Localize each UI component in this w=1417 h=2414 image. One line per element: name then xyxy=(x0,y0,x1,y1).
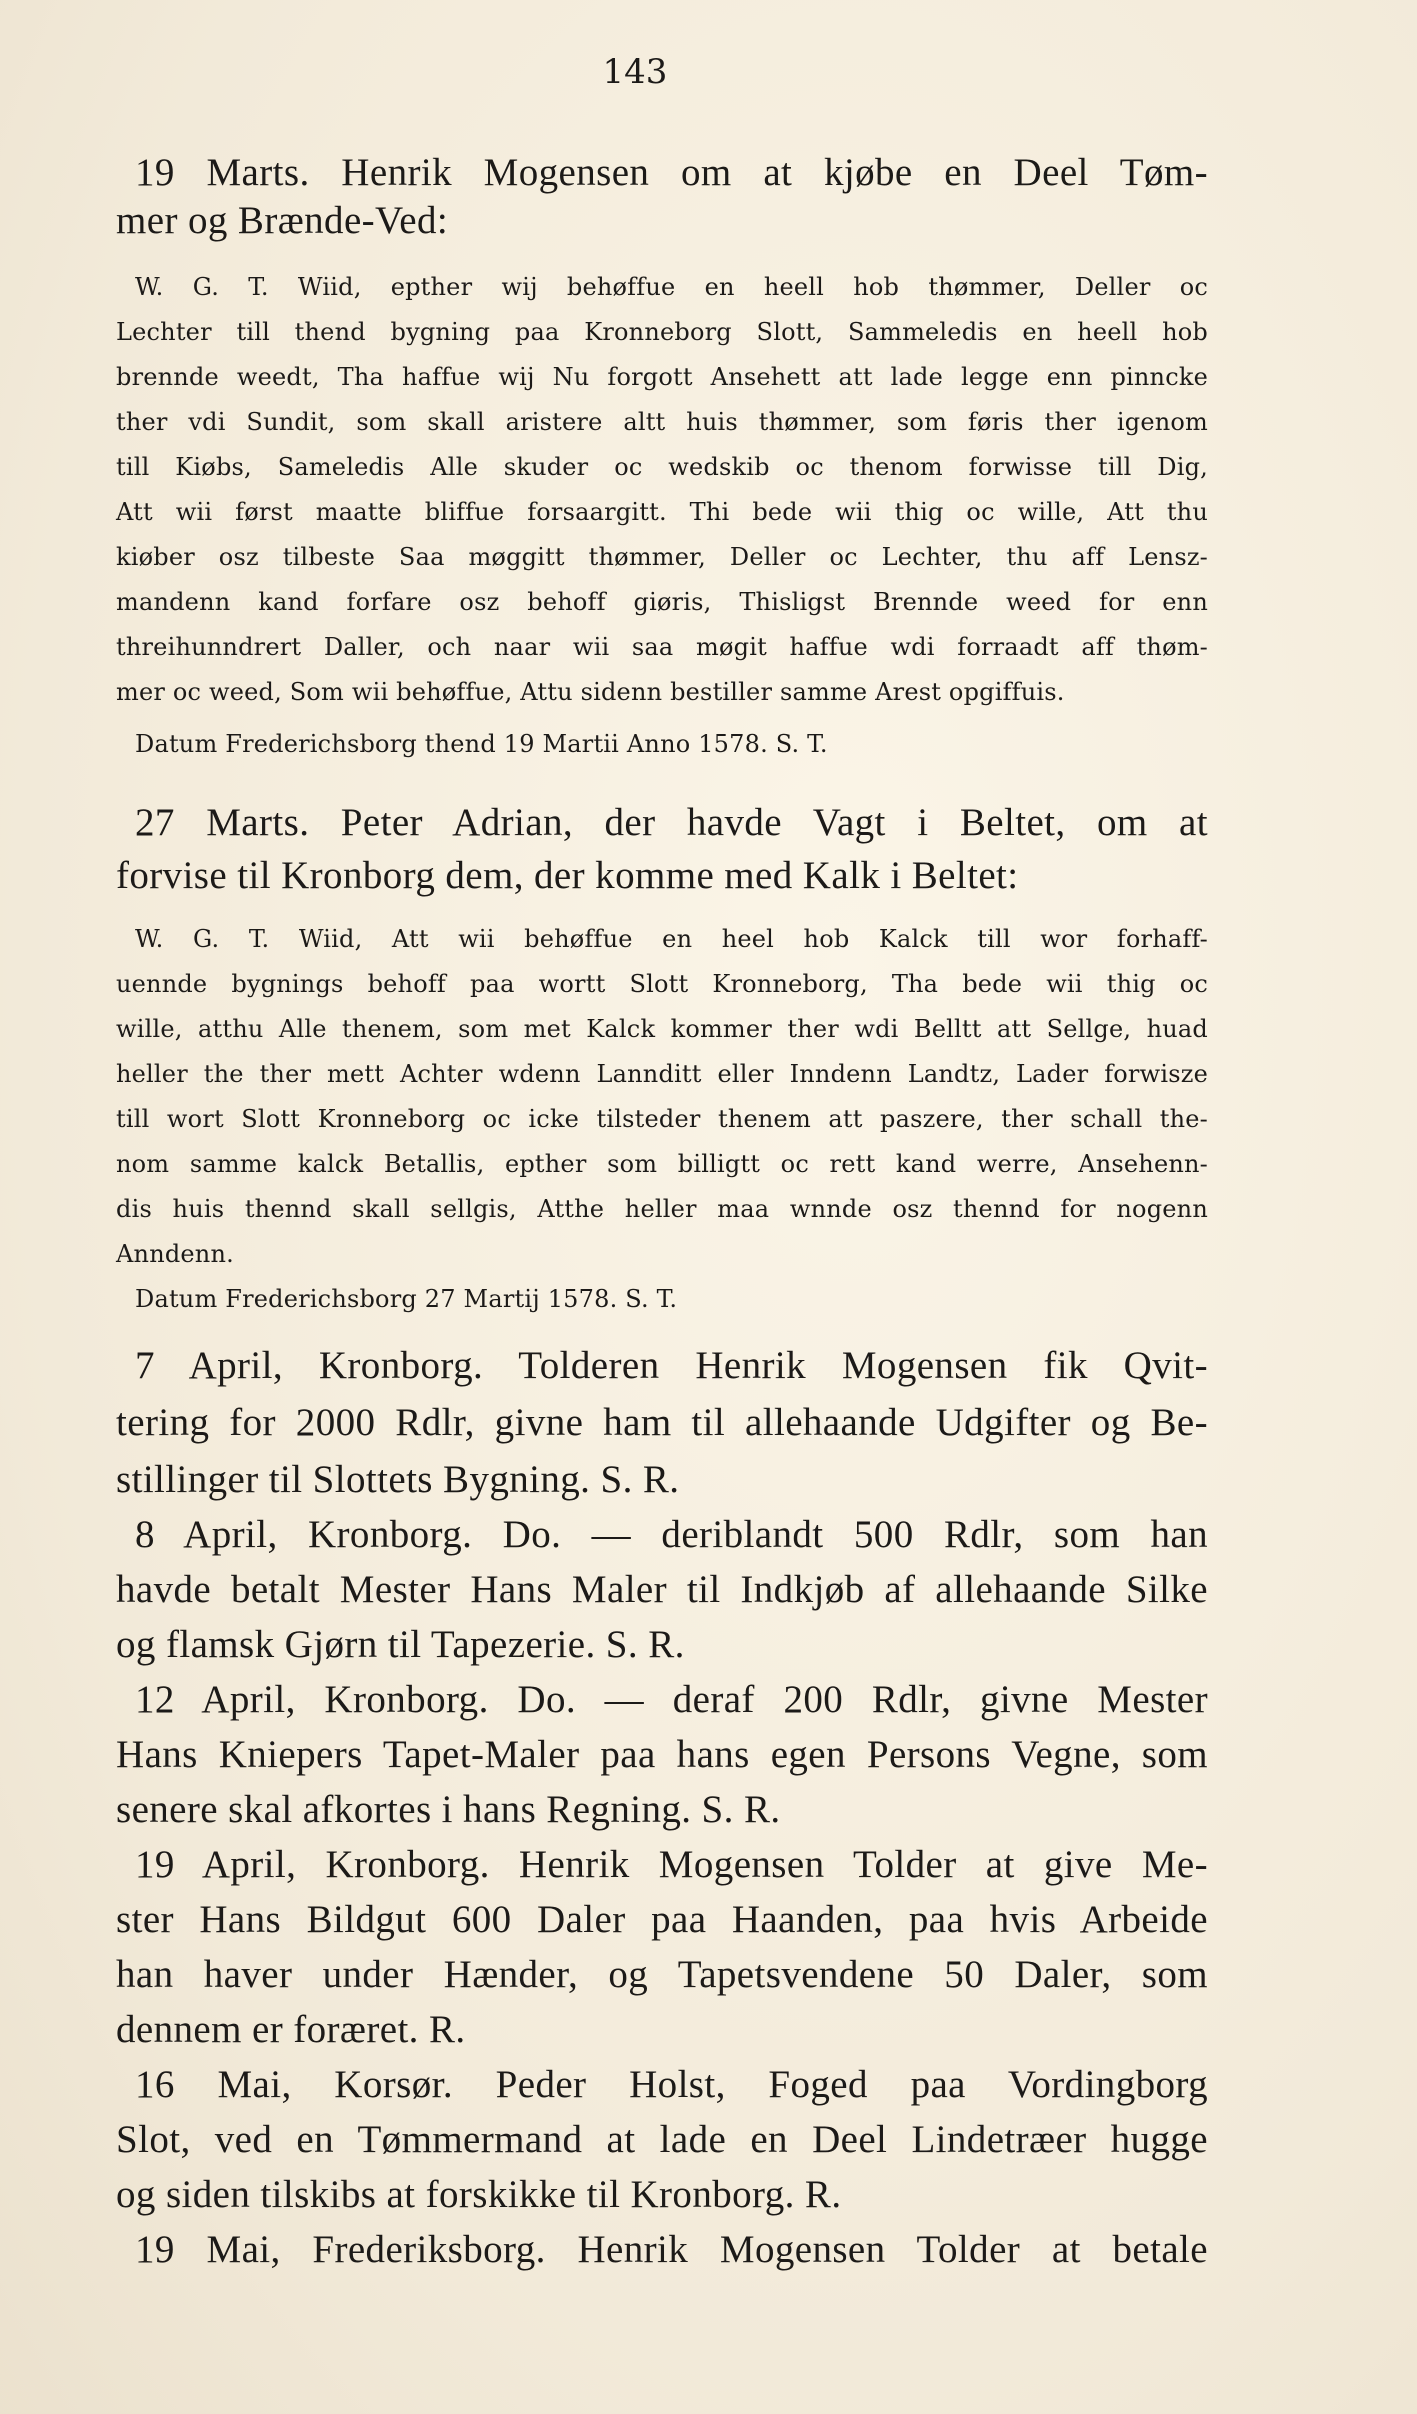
page-number: 143 xyxy=(602,52,668,92)
body-line: og flamsk Gjørn til Tapezerie. S. R. xyxy=(116,1623,685,1666)
letter-line: W. G. T. Wiid, epther wij behøffue en heell hob thømmer, Deller oc xyxy=(135,273,1208,301)
letter-line: W. G. T. Wiid, Att wii behøffue en heel hob Kalck till wor forhaff- xyxy=(135,925,1208,953)
letter-line: till Kiøbs, Sameledis Alle skuder oc wedskib oc thenom forwisse till Dig, xyxy=(116,453,1208,481)
entry-heading-line: forvise til Kronborg dem, der komme med Kalk i Beltet: xyxy=(116,854,1019,897)
body-line: dennem er foræret. R. xyxy=(116,2008,466,2051)
body-line: 8 April, Kronborg. Do. — deriblandt 500 Rdlr, som han xyxy=(135,1513,1208,1556)
letter-line: mandenn kand forfare osz behoff giøris, Thisligst Brennde weed for enn xyxy=(116,588,1208,616)
body-line: Hans Kniepers Tapet-Maler paa hans egen Persons Vegne, som xyxy=(116,1733,1208,1776)
letter-dateline: Datum Frederichsborg 27 Martij 1578. S. T. xyxy=(135,1285,678,1313)
letter-line: Att wii først maatte bliffue forsaargitt. Thi bede wii thig oc wille, Att thu xyxy=(116,498,1208,526)
entry-heading-line: 19 Marts. Henrik Mogensen om at kjøbe en Deel Tøm- xyxy=(135,151,1208,194)
entry-heading-line: mer og Brænde-Ved: xyxy=(116,199,449,242)
body-line: Slot, ved en Tømmermand at lade en Deel Lindetræer hugge xyxy=(116,2118,1208,2161)
body-line: 16 Mai, Korsør. Peder Holst, Foged paa Vordingborg xyxy=(135,2063,1208,2106)
letter-line: threihunndrert Daller, och naar wii saa møgit haffue wdi forraadt aff thøm- xyxy=(116,633,1208,661)
letter-line: dis huis thennd skall sellgis, Atthe heller maa wnnde osz thennd for nogenn xyxy=(116,1195,1208,1223)
body-line: og siden tilskibs at forskikke til Kronborg. R. xyxy=(116,2173,842,2216)
body-line: stillinger til Slottets Bygning. S. R. xyxy=(116,1458,680,1501)
body-line: ster Hans Bildgut 600 Daler paa Haanden, paa hvis Arbeide xyxy=(116,1898,1208,1941)
letter-line: kiøber osz tilbeste Saa møggitt thømmer, Deller oc Lechter, thu aff Lensz- xyxy=(116,543,1208,571)
body-line: havde betalt Mester Hans Maler til Indkjøb af allehaande Silke xyxy=(116,1568,1208,1611)
letter-line: brennde weedt, Tha haffue wij Nu forgott Ansehett att lade legge enn pinncke xyxy=(116,363,1208,391)
letter-line: Lechter till thend bygning paa Kronneborg Slott, Sammeledis en heell hob xyxy=(116,318,1208,346)
letter-line: wille, atthu Alle thenem, som met Kalck kommer ther wdi Belltt att Sellge, huad xyxy=(116,1015,1208,1043)
body-line: 19 April, Kronborg. Henrik Mogensen Tolder at give Me- xyxy=(135,1843,1208,1886)
entry-heading-line: 27 Marts. Peter Adrian, der havde Vagt i Beltet, om at xyxy=(135,801,1208,844)
letter-line: uennde bygnings behoff paa wortt Slott Kronneborg, Tha bede wii thig oc xyxy=(116,970,1208,998)
body-line: 19 Mai, Frederiksborg. Henrik Mogensen Tolder at betale xyxy=(135,2228,1208,2271)
body-line: han haver under Hænder, og Tapetsvendene 50 Daler, som xyxy=(116,1953,1208,1996)
letter-line: ther vdi Sundit, som skall aristere altt huis thømmer, som føris ther igenom xyxy=(116,408,1208,436)
letter-line: mer oc weed, Som wii behøffue, Attu sidenn bestiller samme Arest opgiffuis. xyxy=(116,678,1065,706)
body-line: tering for 2000 Rdlr, givne ham til allehaande Udgifter og Be- xyxy=(116,1401,1208,1444)
letter-dateline: Datum Frederichsborg thend 19 Martii Anno 1578. S. T. xyxy=(135,730,828,758)
letter-line: till wort Slott Kronneborg oc icke tilsteder thenem att paszere, ther schall the- xyxy=(116,1105,1208,1133)
body-line: senere skal afkortes i hans Regning. S. R. xyxy=(116,1788,781,1831)
letter-line: nom samme kalck Betallis, epther som billigtt oc rett kand werre, Ansehenn- xyxy=(116,1150,1208,1178)
letter-line: Anndenn. xyxy=(116,1240,234,1268)
body-line: 7 April, Kronborg. Tolderen Henrik Mogensen fik Qvit- xyxy=(135,1344,1208,1387)
letter-line: heller the ther mett Achter wdenn Lannditt eller Inndenn Landtz, Lader forwisze xyxy=(116,1060,1208,1088)
body-line: 12 April, Kronborg. Do. — deraf 200 Rdlr, givne Mester xyxy=(135,1678,1208,1721)
